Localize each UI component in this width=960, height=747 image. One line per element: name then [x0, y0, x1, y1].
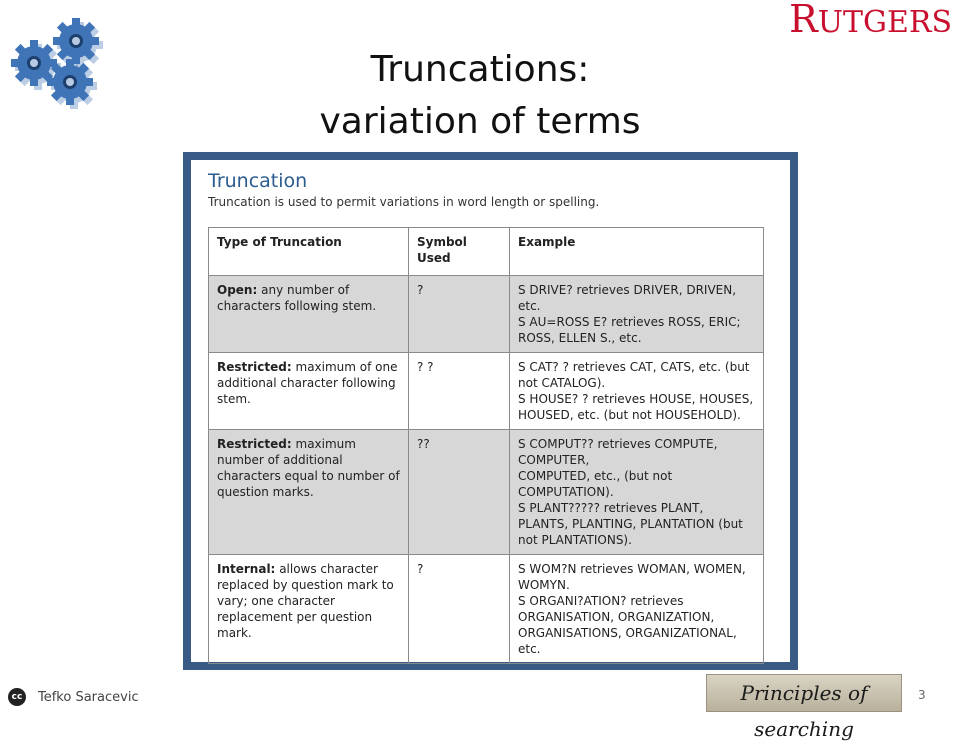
symbol-cell: ? — [409, 555, 510, 664]
header-example: Example — [510, 228, 764, 276]
panel-heading: Truncation — [208, 170, 308, 192]
example-cell: S CAT? ? retrieves CAT, CATS, etc. (but not CATALOG). S HOUSE? ? retrieves HOUSE, HOUSES, HOUSED, etc. (but not HOUSEHOLD). — [510, 353, 764, 430]
table-header-row — [209, 228, 764, 276]
title-line-2: variation of terms — [319, 101, 641, 142]
principles-of-searching-logo: Principles of searching — [706, 674, 902, 712]
rutgers-logo: RUTGERS — [789, 0, 952, 41]
example-cell: S COMPUT?? retrieves COMPUTE, COMPUTER, COMPUTED, etc., (but not COMPUTATION). S PLANT????? retrieves PLANT, PLANTS, PLANTING, PLANTATION (but not PLANTATIONS). — [510, 430, 764, 555]
title-line-1: Truncations: — [370, 49, 590, 90]
slide-title — [0, 44, 960, 148]
type-cell: Open: any number of characters following stem. — [209, 276, 409, 353]
header-symbol: Symbol Used — [409, 228, 510, 276]
type-cell: Restricted: maximum of one additional character following stem. — [209, 353, 409, 430]
author-name: Tefko Saracevic — [38, 690, 139, 705]
table-row — [209, 276, 764, 353]
truncation-figure — [183, 152, 798, 670]
truncation-table — [208, 227, 764, 664]
symbol-cell: ?? — [409, 430, 510, 555]
table-row — [209, 430, 764, 555]
panel-subtitle: Truncation is used to permit variations in word length or spelling. — [208, 195, 600, 209]
truncation-panel — [191, 160, 790, 662]
symbol-cell: ? — [409, 276, 510, 353]
symbol-cell: ? ? — [409, 353, 510, 430]
example-cell: S DRIVE? retrieves DRIVER, DRIVEN, etc. S AU=ROSS E? retrieves ROSS, ERIC; ROSS, ELLEN S., etc. — [510, 276, 764, 353]
header-type: Type of Truncation — [209, 228, 409, 276]
page-number: 3 — [918, 688, 926, 702]
creative-commons-icon: cc — [8, 688, 26, 706]
table-row — [209, 353, 764, 430]
example-cell: S WOM?N retrieves WOMAN, WOMEN, WOMYN. S ORGANI?ATION? retrieves ORGANISATION, ORGANIZATION, ORGANISATIONS, ORGANIZATIONAL, etc. — [510, 555, 764, 664]
table-row — [209, 555, 764, 664]
type-cell: Restricted: maximum number of additional characters equal to number of question marks. — [209, 430, 409, 555]
type-cell: Internal: allows character replaced by question mark to vary; one character replacement per question mark. — [209, 555, 409, 664]
